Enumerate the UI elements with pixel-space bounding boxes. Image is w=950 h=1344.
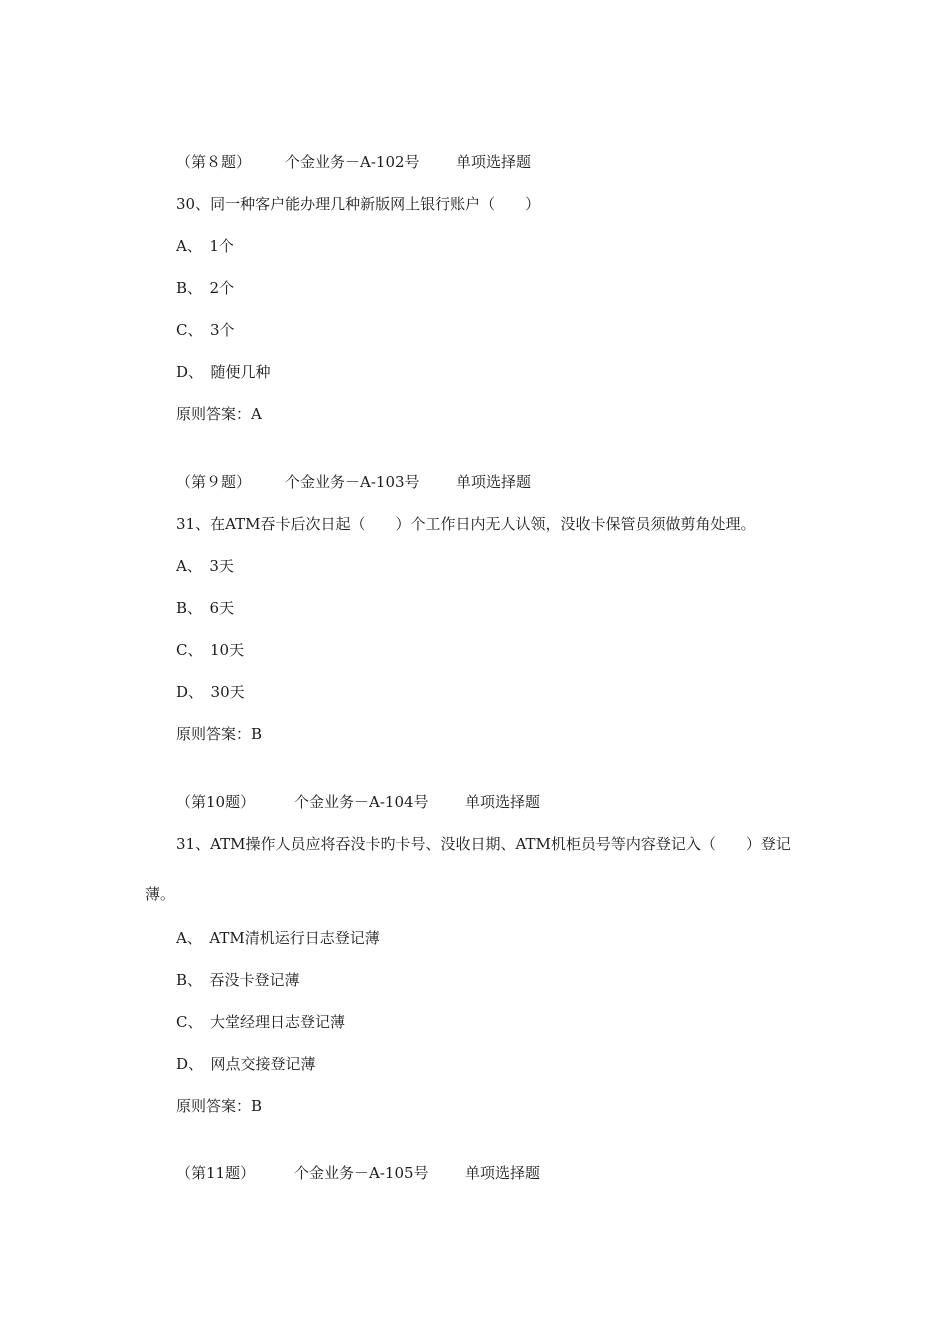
option-d: D、 随便几种 — [176, 363, 271, 381]
option-a: A、 1个 — [176, 237, 234, 255]
option-c: C、 3个 — [176, 321, 235, 339]
question-number: （第８题） — [176, 153, 252, 171]
option-a: A、 ATM清机运行日志登记薄 — [176, 929, 380, 947]
option-b: B、 吞没卡登记薄 — [176, 971, 300, 989]
option-b: B、 2个 — [176, 279, 235, 297]
question-type: 单项选择题 — [456, 153, 532, 171]
option-c: C、 10天 — [176, 641, 245, 659]
option-d: D、 网点交接登记薄 — [176, 1055, 316, 1073]
standard-answer: 原则答案：B — [176, 725, 263, 743]
standard-answer: 原则答案：A — [176, 405, 262, 423]
question-type: 单项选择题 — [465, 1164, 541, 1182]
option-b: B、 6天 — [176, 599, 235, 617]
question-header — [0, 472, 950, 492]
question-header — [0, 1163, 950, 1183]
question-number: （第10题） — [176, 793, 256, 811]
question-code: 个金业务－A-103号 — [285, 473, 420, 491]
option-a: A、 3天 — [176, 557, 234, 575]
question-stem: 31、ATM操作人员应将吞没卡旳卡号、没收日期、ATM机柜员号等内容登记入（ ）登记 — [176, 835, 791, 853]
question-type: 单项选择题 — [465, 793, 541, 811]
question-header — [0, 792, 950, 812]
question-stem-continued: 薄。 — [145, 885, 176, 903]
question-stem: 30、同一种客户能办理几种新版网上银行账户（ ） — [176, 195, 541, 213]
question-code: 个金业务－A-102号 — [285, 153, 420, 171]
question-number: （第９题） — [176, 473, 252, 491]
option-c: C、 大堂经理日志登记薄 — [176, 1013, 345, 1031]
option-d: D、 30天 — [176, 683, 245, 701]
question-stem: 31、在ATM吞卡后次日起（ ）个工作日内无人认领，没收卡保管员须做剪角处理。 — [176, 515, 756, 533]
question-code: 个金业务－A-104号 — [294, 793, 429, 811]
question-header — [0, 152, 950, 172]
question-number: （第11题） — [176, 1164, 256, 1182]
question-code: 个金业务－A-105号 — [294, 1164, 429, 1182]
standard-answer: 原则答案：B — [176, 1097, 263, 1115]
question-type: 单项选择题 — [456, 473, 532, 491]
